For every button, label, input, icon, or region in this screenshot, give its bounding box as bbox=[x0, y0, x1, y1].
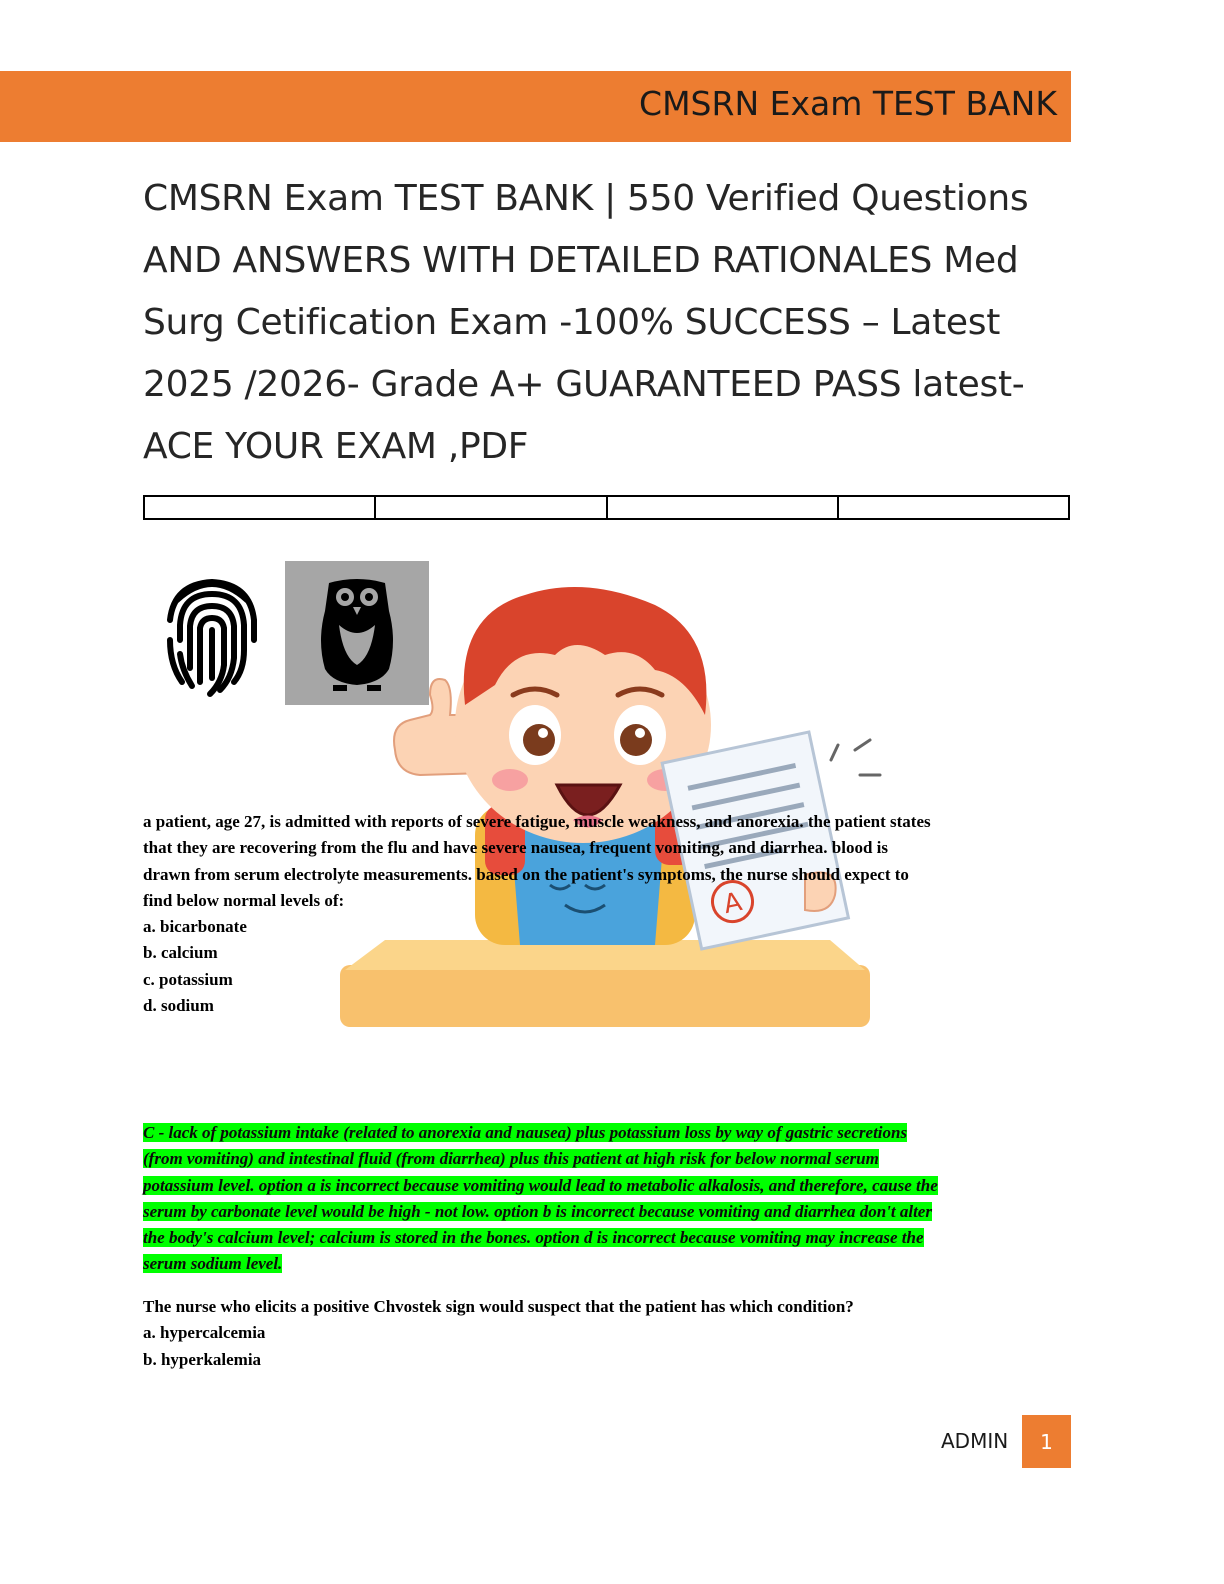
header-title: CMSRN Exam TEST BANK bbox=[639, 84, 1057, 123]
rationale-1 bbox=[143, 1120, 1078, 1278]
divider-cell bbox=[838, 496, 1069, 519]
rationale-line: potassium level. option a is incorrect because vomiting would lead to metabolic alkalosis, and therefore, cause the bbox=[143, 1175, 938, 1195]
divider-table bbox=[143, 495, 1070, 520]
question-1 bbox=[143, 809, 1073, 1019]
question-text-line: a patient, age 27, is admitted with reports of severe fatigue, muscle weakness, and anorexia. the patient states bbox=[143, 812, 931, 831]
title-line: Surg Cetification Exam -100% SUCCESS – Latest bbox=[143, 302, 1001, 343]
answer-option: b. hyperkalemia bbox=[143, 1349, 262, 1369]
rationale-line: serum by carbonate level would be high - not low. option b is incorrect because vomiting and diarrhea don't alter bbox=[143, 1201, 932, 1221]
fingerprint-icon bbox=[162, 570, 262, 698]
divider-cell bbox=[607, 496, 838, 519]
answer-option: c. potassium bbox=[143, 969, 233, 989]
footer-author: ADMIN bbox=[941, 1429, 1009, 1453]
rationale-line: serum sodium level. bbox=[143, 1254, 283, 1274]
rationale-line: C - lack of potassium intake (related to anorexia and nausea) plus potassium loss by way of gastric secretions bbox=[143, 1123, 908, 1142]
grade-mark: A bbox=[721, 887, 745, 921]
question-text-line: drawn from serum electrolyte measurements. based on the patient's symptoms, the nurse should expect to bbox=[143, 864, 909, 884]
rationale-line: (from vomiting) and intestinal fluid (from diarrhea) plus this patient at high risk for below normal serum bbox=[143, 1149, 879, 1169]
rationale-line: the body's calcium level; calcium is stored in the bones. option d is incorrect because vomiting may increase the bbox=[143, 1228, 924, 1248]
title-line: ACE YOUR EXAM ,PDF bbox=[143, 426, 529, 467]
title-line: AND ANSWERS WITH DETAILED RATIONALES Med bbox=[143, 240, 1019, 281]
page-number: 1 bbox=[1022, 1415, 1071, 1468]
divider-cell bbox=[144, 496, 375, 519]
answer-option: b. calcium bbox=[143, 943, 218, 963]
answer-option: d. sodium bbox=[143, 996, 214, 1016]
question-2 bbox=[143, 1294, 1073, 1373]
answer-option: a. bicarbonate bbox=[143, 917, 247, 937]
title-line: 2025 /2026- Grade A+ GUARANTEED PASS latest- bbox=[143, 364, 1025, 405]
header-bar bbox=[0, 71, 1071, 142]
document-title bbox=[143, 168, 1078, 478]
question-text-line: find below normal levels of: bbox=[143, 890, 345, 910]
title-line: CMSRN Exam TEST BANK | 550 Verified Questions bbox=[143, 178, 1029, 219]
answer-option: a. hypercalcemia bbox=[143, 1323, 266, 1343]
question-text-line: The nurse who elicits a positive Chvostek sign would suspect that the patient has which condition? bbox=[143, 1297, 854, 1316]
divider-cell bbox=[375, 496, 606, 519]
question-text-line: that they are recovering from the flu and have severe nausea, frequent vomiting, and diarrhea. blood is bbox=[143, 838, 888, 858]
